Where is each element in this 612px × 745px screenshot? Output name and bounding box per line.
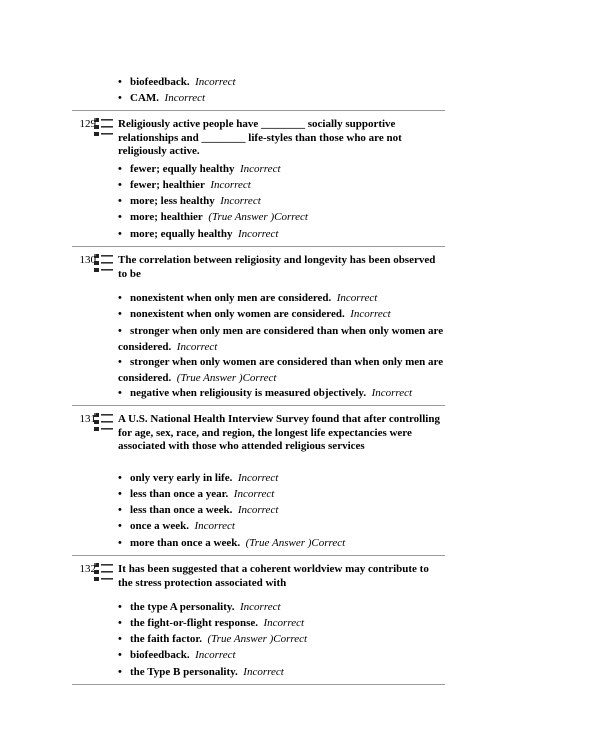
list-icon[interactable] — [94, 253, 114, 273]
option[interactable]: • fewer; equally healthy Incorrect — [118, 163, 281, 175]
option[interactable]: • fewer; healthier Incorrect — [118, 179, 251, 191]
option[interactable]: • nonexistent when only women are considered. Incorrect — [118, 308, 391, 320]
divider — [72, 405, 445, 406]
option[interactable]: • negative when religiousity is measured objectively. Incorrect — [118, 387, 413, 399]
question-number: 131 — [79, 413, 96, 425]
option[interactable]: • more; equally healthy Incorrect — [118, 228, 279, 240]
list-icon[interactable] — [94, 412, 114, 432]
option-correct[interactable]: • the faith factor. (True Answer )Correct — [118, 633, 308, 645]
option[interactable]: • nonexistent when only men are considered. Incorrect — [118, 292, 378, 304]
list-icon[interactable] — [94, 117, 114, 137]
divider — [72, 246, 445, 247]
question-number: 130 — [79, 254, 96, 266]
option[interactable]: • stronger when only men are considered than when only women are considered. Incorrect — [118, 325, 444, 353]
question-number: 132 — [79, 563, 96, 575]
question-number: 129 — [79, 118, 96, 130]
option[interactable]: • less than once a year. Incorrect — [118, 488, 275, 500]
prev-option-2: • CAM. Incorrect — [118, 92, 206, 104]
option-correct[interactable]: • more than once a week. (True Answer )Correct — [118, 537, 346, 549]
prev-option-1: • biofeedback. Incorrect — [118, 76, 236, 88]
option[interactable]: • the Type B personality. Incorrect — [118, 666, 284, 678]
divider — [72, 684, 445, 685]
option[interactable]: • once a week. Incorrect — [118, 520, 235, 532]
option[interactable]: • less than once a week. Incorrect — [118, 504, 279, 516]
question-text: The correlation between religiosity and longevity has been observed to be — [118, 254, 436, 280]
option[interactable]: • the type A personality. Incorrect — [118, 601, 281, 613]
question-text: A U.S. National Health Interview Survey found that after controlling for age, sex, race, and region, the longest life expectancies were associated with those who attended religious services — [118, 413, 440, 452]
option[interactable]: • more; less healthy Incorrect — [118, 195, 261, 207]
option-correct[interactable]: • more; healthier (True Answer )Correct — [118, 211, 308, 223]
option[interactable]: • the fight-or-flight response. Incorrect — [118, 617, 305, 629]
option-correct[interactable]: • stronger when only women are considered than when only men are considered. (True Answer )Correct — [118, 356, 444, 384]
option[interactable]: • only very early in life. Incorrect — [118, 472, 279, 484]
list-icon[interactable] — [94, 562, 114, 582]
divider — [72, 555, 445, 556]
option[interactable]: • biofeedback. Incorrect — [118, 649, 236, 661]
divider — [72, 110, 445, 111]
question-text: Religiously active people have ________ socially supportive relationships and ________ life-styles than those who are not religiously active. — [118, 118, 402, 157]
question-text: It has been suggested that a coherent worldview may contribute to the stress protection associated with — [118, 563, 429, 589]
